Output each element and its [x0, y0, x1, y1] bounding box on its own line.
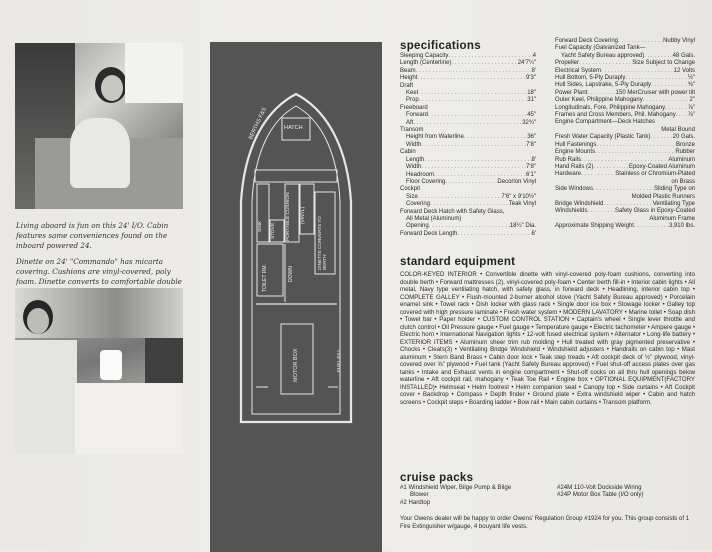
spec-label: Transom: [400, 127, 424, 134]
spec-label: Fuel Capacity (Galvanized Tank—: [555, 45, 646, 52]
spec-value: 7'6" x 9'10½": [501, 193, 536, 200]
spec-value: 31": [527, 97, 536, 104]
spec-row: [555, 75, 695, 82]
spec-row: [555, 60, 695, 67]
leader-dots: [451, 60, 517, 67]
spec-value: Safety Glass in Epoxy-Coated: [614, 208, 695, 215]
cruise-packs-heading: cruise packs: [400, 472, 474, 484]
spec-value: 2": [689, 97, 695, 104]
spec-label: Side Windows: [555, 186, 594, 193]
spec-row: [555, 82, 695, 89]
spec-row: [555, 223, 695, 230]
floor-plan: [210, 42, 382, 552]
spec-row: [555, 90, 695, 97]
spec-row: [400, 231, 536, 238]
floor-plan-drawing: [210, 42, 382, 552]
spec-row: [555, 127, 695, 134]
cruise-pack-item: #24M 110-Volt Dockside Wiring: [557, 484, 642, 491]
spec-label: Engine Mounts: [555, 149, 596, 156]
spec-row: [400, 120, 536, 127]
spec-value: Ventilating Type: [652, 200, 695, 207]
spec-label: Covering: [406, 201, 431, 208]
dealer-note: Your Owens dealer will be happy to order Owens' Regulation Group #1924 for you. This group consists of 1 Fire Extinguisher w/gauge, 4 bouyant life vests.: [400, 515, 690, 530]
spec-value: 9'3": [526, 75, 536, 82]
specifications-list-right: [555, 38, 695, 231]
cruise-packs-section: [400, 472, 695, 514]
spec-row: [400, 105, 536, 112]
spec-label: Length (Centerline): [400, 60, 452, 67]
spec-row: [400, 223, 536, 230]
plan-label-down: DOWN: [288, 266, 294, 282]
spec-row: [400, 53, 536, 60]
leader-dots: [434, 172, 526, 179]
leader-dots: [424, 157, 531, 164]
spec-row: [555, 179, 695, 186]
spec-value: 8': [531, 156, 536, 163]
spec-value: ⅞": [687, 104, 695, 111]
leader-dots: [417, 75, 526, 82]
spec-row: [555, 194, 695, 201]
leader-dots: [579, 60, 632, 67]
spec-row: [555, 68, 695, 75]
spec-label: Fresh Water Capacity (Plastic Tank): [555, 134, 651, 141]
spec-label: Width: [406, 141, 422, 148]
spec-label: Aft: [406, 119, 414, 126]
plan-label-toilet: TOILET RM.: [262, 264, 268, 292]
spec-label: Hand Rails (2): [555, 163, 594, 170]
spec-row: [555, 149, 695, 156]
spec-row: [555, 171, 695, 178]
spec-row: [400, 201, 536, 208]
spec-value: 45": [527, 112, 536, 119]
leader-dots: [428, 112, 527, 119]
spec-row: [555, 142, 695, 149]
caption-photo-2: Dinette on 24' "Commando" has micarta covering. Cushions are vinyl-covered, poly foam. Dinette converts to comfortable double: [16, 257, 182, 287]
spec-label: Hull Fastenings: [555, 141, 597, 148]
spec-value: 32¾": [522, 119, 536, 126]
leader-dots: [593, 186, 654, 193]
cruise-pack-item: #2 Hardtop: [400, 498, 431, 506]
leader-dots: [464, 134, 527, 141]
plan-label-fuel-fill: FUEL FILL: [337, 348, 342, 372]
spec-label: Prop: [406, 97, 419, 104]
spec-value: 3,910 lbs.: [668, 223, 695, 230]
leader-dots: [413, 120, 522, 127]
leader-dots: [581, 171, 615, 178]
leader-dots: [650, 134, 672, 141]
spec-row: [400, 90, 536, 97]
spec-row: [555, 186, 695, 193]
spec-row: [400, 83, 536, 90]
spec-row: [400, 209, 536, 216]
spec-row: [400, 194, 536, 201]
spec-row: [400, 149, 536, 156]
cabin-photo-galley: [15, 43, 183, 209]
cabin-photo-dinette: [15, 288, 183, 454]
spec-row: [400, 75, 536, 82]
spec-value: ⅞": [687, 112, 695, 119]
spec-row: [400, 172, 536, 179]
plan-label-stove: STOVE: [271, 222, 276, 239]
spec-value: Aluminum Frame: [649, 215, 695, 222]
spec-value: Sliding Type on: [654, 186, 695, 193]
plan-label-vinyl: (VINYL): [301, 206, 306, 224]
spec-label: Width: [406, 164, 422, 171]
plan-label-portable-cushion: PORTABLE CUSHION: [286, 192, 291, 241]
spec-row: [555, 105, 695, 112]
leader-dots: [457, 231, 531, 238]
spec-label: Power Plant: [555, 89, 588, 96]
spec-value: 4: [532, 53, 536, 59]
spec-row: [400, 157, 536, 164]
spec-label: Forward: [406, 112, 429, 119]
spec-row: [400, 179, 536, 186]
spec-label: Bridge Windshield: [555, 200, 604, 207]
leader-dots: [634, 223, 669, 230]
plan-label-berths: BERTHS F&S: [248, 106, 268, 141]
spec-value: ⅜": [687, 82, 695, 89]
spec-label: Outer Keel, Philippine Mahogany: [555, 97, 643, 104]
specifications-list-left: [400, 53, 536, 238]
spec-row: [555, 53, 695, 60]
spec-value: Metal Bound: [661, 126, 695, 133]
spec-value: Teak Vinyl: [508, 201, 536, 208]
standard-equipment-section: [400, 256, 695, 406]
leader-dots: [421, 164, 526, 171]
spec-value: 18¼" Dia.: [509, 223, 536, 230]
spec-value: Size Subject to Change: [632, 60, 695, 67]
spec-row: [400, 68, 536, 75]
spec-label: Draft: [400, 82, 414, 89]
spec-label: Forward Deck Length: [400, 230, 458, 237]
spec-label: Cockpit: [400, 186, 421, 193]
spec-value: Epoxy-Coated Aluminum: [628, 163, 695, 170]
spec-row: [555, 112, 695, 119]
spec-value: Nubby Vinyl: [663, 38, 695, 44]
leader-dots: [421, 142, 526, 149]
spec-row: [555, 38, 695, 45]
plan-label-sink: SINK: [258, 220, 263, 232]
spec-label: Approximate Shipping Weight: [555, 223, 634, 230]
leader-dots: [643, 97, 690, 104]
spec-row: [555, 45, 695, 52]
spec-label: Height: [400, 75, 418, 82]
leader-dots: [625, 75, 688, 82]
leader-dots: [445, 179, 497, 186]
leader-dots: [418, 194, 502, 201]
spec-value: 36": [527, 134, 536, 141]
spec-row: [400, 60, 536, 67]
spec-row: [400, 186, 536, 193]
spec-label: Engine Compartment—Deck Hatches: [555, 119, 656, 126]
spec-value: 12 Volts: [673, 67, 695, 74]
spec-label: Windshields: [555, 208, 588, 215]
spec-label: Yacht Safety Bureau approved): [561, 52, 645, 59]
cruise-pack-item: #24P Motor Box Table (I/O only): [557, 491, 644, 499]
spec-row: [400, 142, 536, 149]
spec-label: Forward Deck Covering: [555, 38, 619, 44]
spec-label: Floor Covering: [406, 178, 446, 185]
spec-label: Freeboard: [400, 104, 428, 111]
spec-label: Propeller: [555, 60, 580, 67]
spec-value: 6': [531, 230, 536, 237]
spec-row: [555, 157, 695, 164]
standard-equipment-text: COLOR-KEYED INTERIOR • Convertible dinette with vinyl-covered poly-foam cushions, converting into double berth • Forward mattresses (2), vinyl-covered poly-foam • Center berth fill-in • Interior cabin lights • All metal, Navy type ventilating hatch, with safety glass, in forward deck • Headlining, interior cabin top • COMPLETE GALLEY • Flush-mounted 2-burner alcohol stove (Yacht Safety Bureau approved) • Porcelain enamel sink • Towel rack • Dish locker with glass rack • Single door ice box • Stowage locker • Galley top covered with high pressure laminate • Fresh water system • MODERN LAVATORY • Marine toilet • Soap dish • Towel bar • Paper holder • CUSTOM CONTROL STATION • Captain's wheel • Single lever throttle and clutch control • Oil Pressure gauge • Fuel gauge • Temperature gauge • Electric tachometer • Ampere gauge • Electric horn • International Navigation lights • 12-volt fused electrical system • Alternator • Long-life battery • EXTERIOR ITEMS • Aluminum sheer trim rub molding • Hull treated with gray pigmented preservative • Chocks • Cleats(3) • Ventilating Bridge Windshield • Windshield adjusters • Handrails on cabin top • Mast aluminum • Stern Band Brass • Cabin door lock • Teak step treads • Aft cockpit deck of ½" plywood, vinyl-covered over ⅝" plywood • Fuel tank (Yacht Safety Bureau approved) • Fuel shut-off access plates over gas tanks • Intake and Exhaust vents in engine compartment • Shut-off cocks on all thru hull openings below waterline • Aft cockpit rail, mahogany • Teak Toe Rail • Engine box • OPTIONAL EQUIPMENT(FACTORY INSTALLED)• Helmseat • Helm footrest • Helm companion seat • Canopy top • Side curtains • Aft Cockpit cover • Backdrop • Compass • Depth finder • Ground plate • Extra windshield wiper • Cabin and hatch screens • Cockpit steps • Boarding ladder • Bow rail • Main cabin curtains • Transom platform.: [400, 271, 695, 406]
leader-dots: [593, 164, 629, 171]
spec-value: on Brass: [671, 178, 695, 185]
leader-dots: [587, 90, 615, 97]
spec-value: 48 Gals.: [672, 52, 695, 59]
specifications-heading: specifications: [400, 40, 481, 52]
leader-dots: [430, 201, 509, 208]
spec-value: Stainless or Chromium-Plated: [615, 171, 695, 178]
spec-row: [555, 164, 695, 171]
leader-dots: [416, 68, 532, 75]
spec-value: Molded Plastic Runners: [631, 193, 695, 200]
spec-label: All Metal (Aluminum): [406, 215, 462, 222]
spec-label: Opening: [406, 223, 429, 230]
spec-label: Hull Sides, Lapstrake, 5-Ply Duraply: [555, 82, 652, 89]
spec-value: Bronze: [675, 141, 695, 148]
leader-dots: [618, 38, 663, 45]
leader-dots: [418, 90, 527, 97]
leader-dots: [603, 201, 652, 208]
spec-label: Hardware: [555, 171, 582, 178]
spec-label: Forward Deck Hatch with Safety Glass,: [400, 208, 505, 215]
spec-value: Decorlon Vinyl: [497, 178, 536, 185]
cruise-pack-item: #1 Windshield Wiper, Bilge Pump & Bilge: [400, 484, 512, 491]
spec-row: [555, 97, 695, 104]
leader-dots: [644, 53, 672, 60]
spec-value: 24'7¼": [517, 60, 536, 67]
spec-value: 18": [527, 90, 536, 97]
spec-row: [400, 164, 536, 171]
spec-label: Longitudinals, Fore, Philippine Mahogany: [555, 104, 666, 111]
spec-label: Size: [406, 193, 418, 200]
spec-value: 7'8": [526, 141, 536, 148]
spec-row: [400, 216, 536, 223]
leader-dots: [595, 149, 675, 156]
standard-equipment-heading: standard equipment: [400, 256, 516, 268]
spec-row: [400, 134, 536, 141]
spec-value: 150 MerCruiser with power tilt: [615, 89, 695, 96]
spec-label: Cabin: [400, 149, 416, 156]
spec-row: [400, 97, 536, 104]
spec-value: Rubber: [675, 149, 695, 156]
spec-label: Length: [406, 156, 425, 163]
spec-value: Aluminum: [668, 156, 695, 163]
leader-dots: [651, 82, 688, 89]
spec-row: [555, 208, 695, 215]
spec-value: 6'1": [526, 171, 536, 178]
leader-dots: [419, 97, 528, 104]
spec-row: [555, 119, 695, 126]
spec-label: Beam: [400, 67, 416, 74]
spec-value: 8': [531, 67, 536, 74]
leader-dots: [448, 53, 532, 60]
spec-label: Electrical System: [555, 67, 602, 74]
spec-row: [555, 216, 695, 223]
leader-dots: [429, 223, 510, 230]
spec-value: 20 Gals.: [672, 134, 695, 141]
cruise-pack-item: Blower: [410, 491, 429, 499]
spec-label: Frames and Cross Members, Phil. Mahogany: [555, 112, 676, 119]
caption-photo-1: Living aboard is fun on this 24' I/O. Cabin features same conveniences found on the inboard powered 24.: [16, 221, 169, 251]
spec-value: ½": [687, 75, 695, 82]
spec-row: [555, 134, 695, 141]
spec-label: Headroom: [406, 171, 435, 178]
leader-dots: [601, 68, 674, 75]
plan-label-motor-box: MOTOR BOX: [293, 348, 299, 382]
leader-dots: [665, 105, 688, 112]
plan-label-hatch: HATCH: [284, 125, 303, 131]
spec-label: Keel: [406, 90, 419, 97]
leader-dots: [676, 112, 688, 119]
leader-dots: [581, 157, 668, 164]
leader-dots: [587, 208, 615, 215]
spec-label: Rub Rails: [555, 156, 582, 163]
spec-label: Sleeping Capacity: [400, 53, 449, 59]
spec-row: [555, 201, 695, 208]
spec-label: Height from Waterline: [406, 134, 464, 141]
plan-label-dinette: DINETTE CONVERTS TO BERTH: [317, 216, 328, 270]
spec-label: Hull Bottom, 5-Ply Duraply: [555, 75, 626, 82]
spec-value: 7'8": [526, 164, 536, 171]
leader-dots: [596, 142, 676, 149]
spec-row: [400, 127, 536, 134]
spec-row: [400, 112, 536, 119]
